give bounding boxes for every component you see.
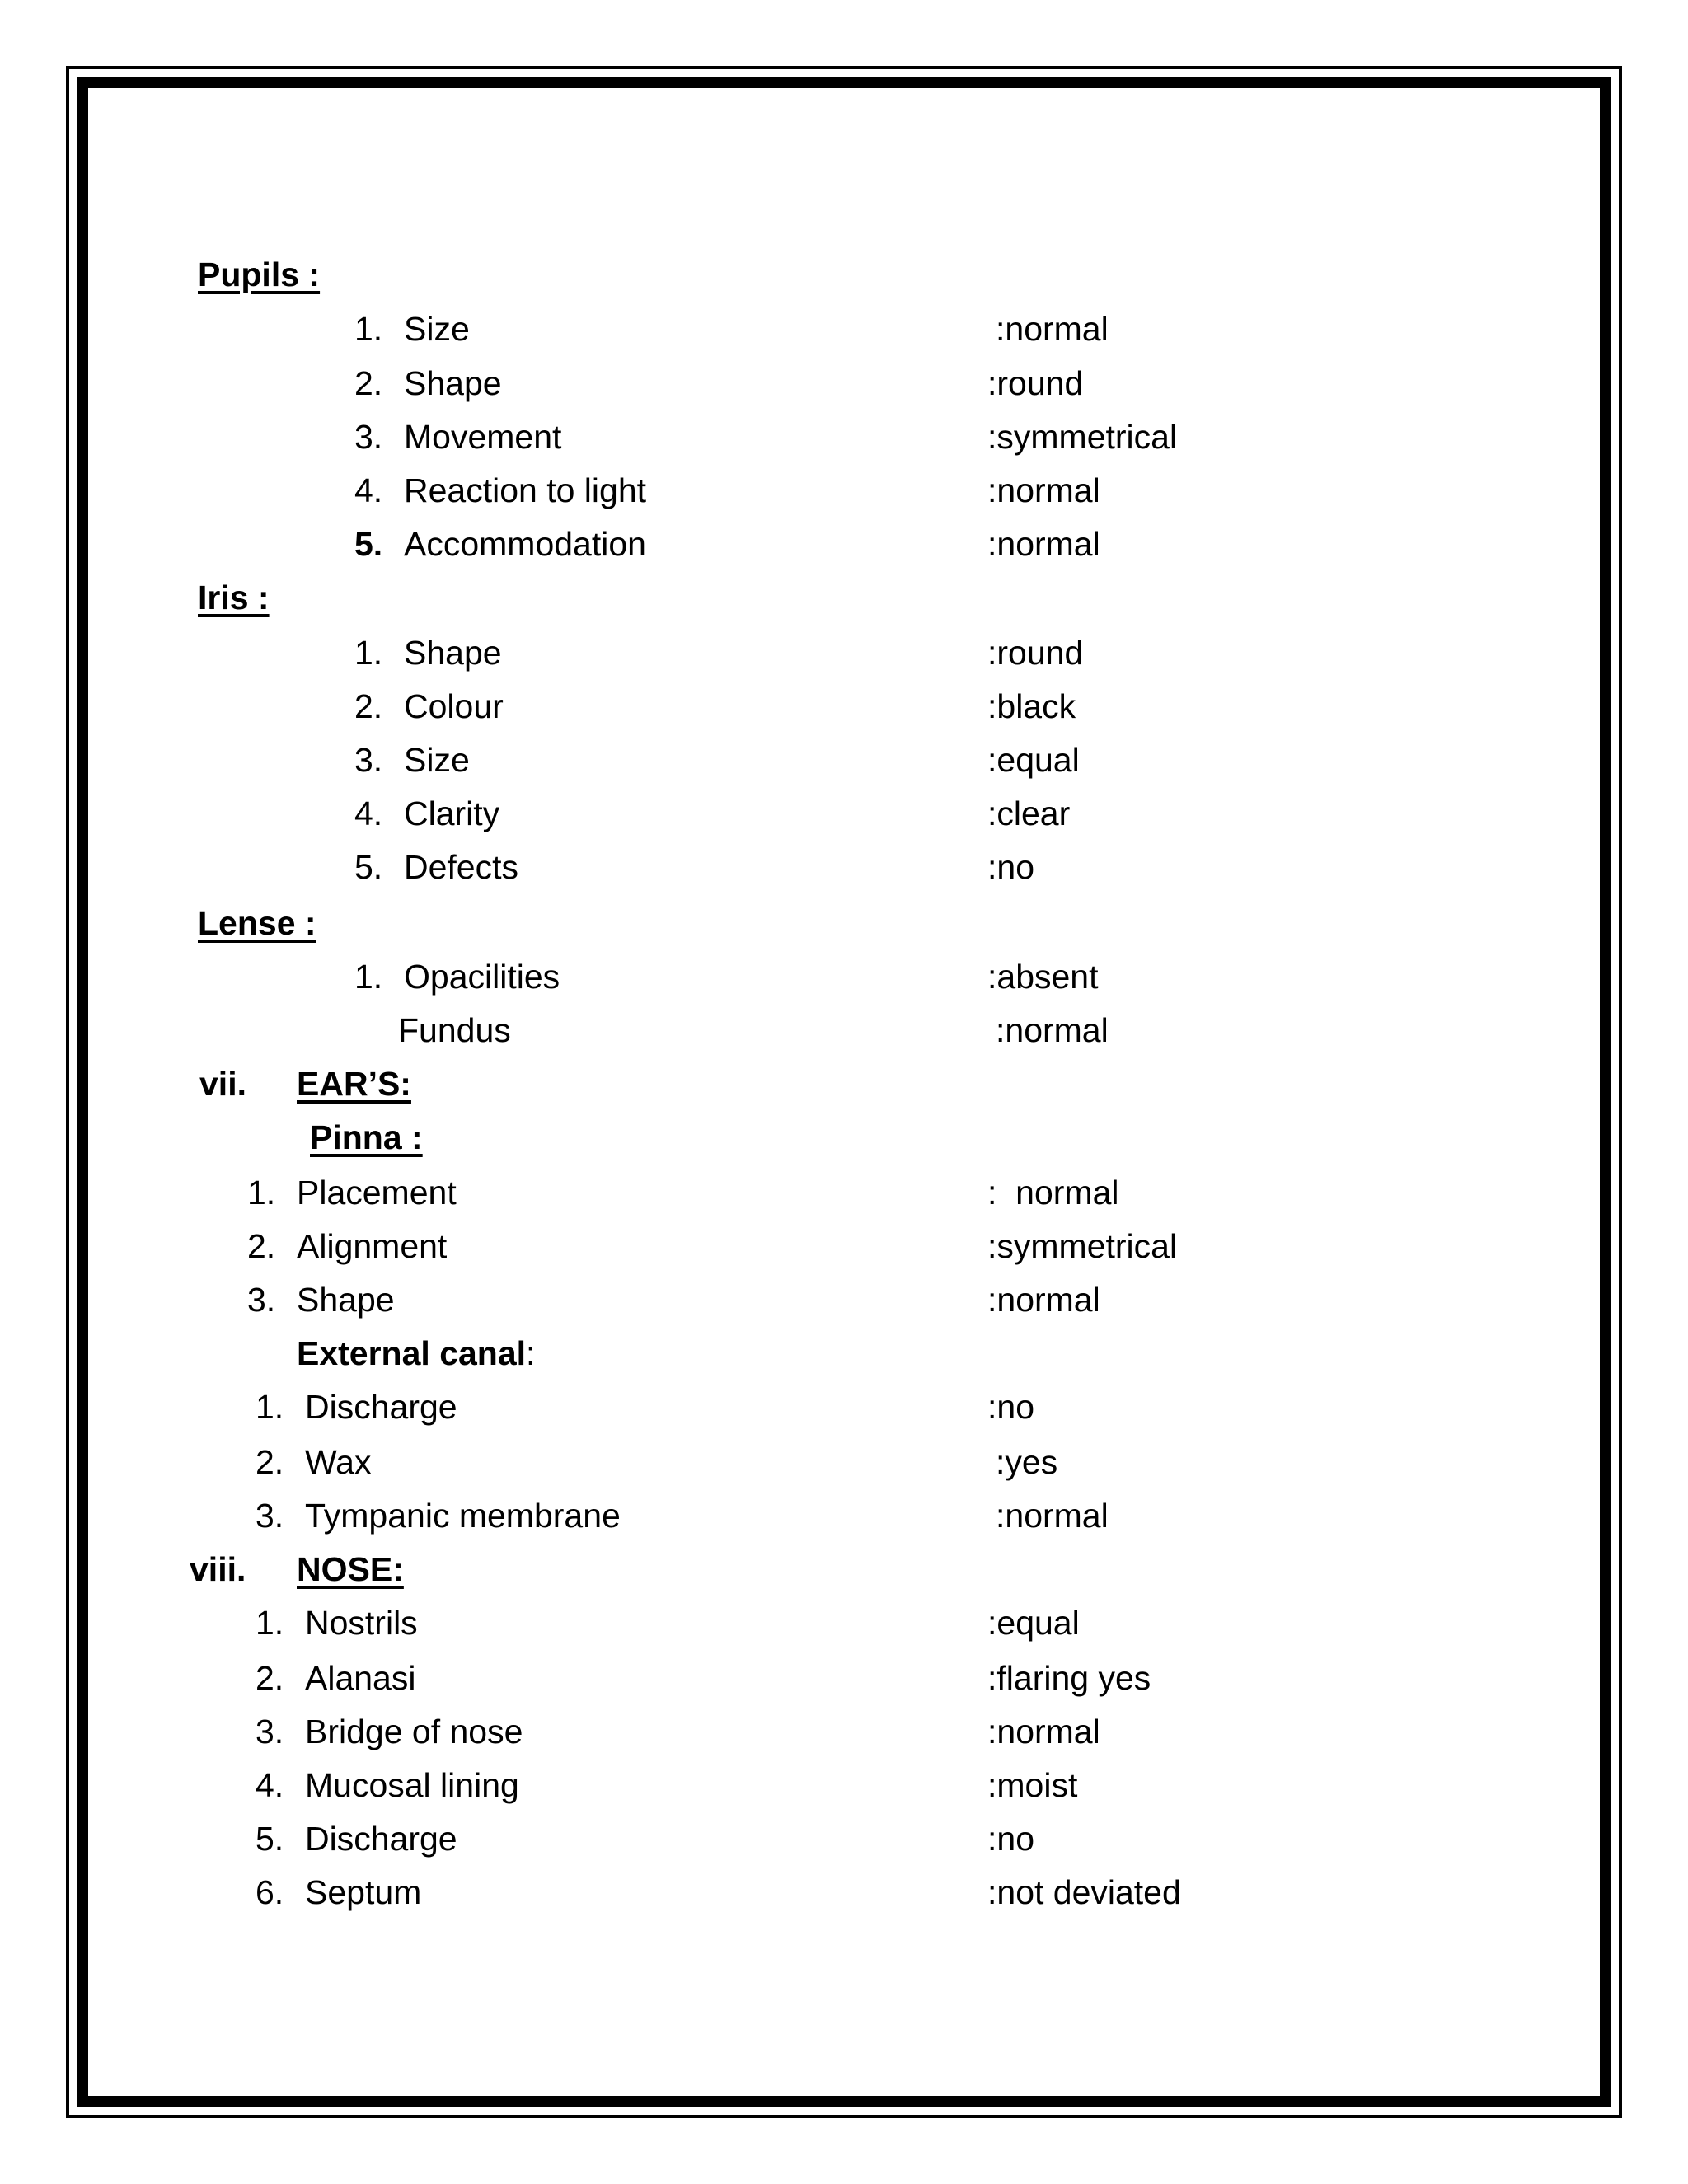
item-number: 5. [256,1820,284,1858]
item-label: Alignment [297,1227,448,1265]
item-value: :black [987,687,1076,725]
item-value: :normal [996,310,1109,348]
external-canal-heading [297,1333,535,1374]
item-value: :flaring yes [987,1659,1151,1697]
external-canal-title: External canal [297,1334,527,1372]
item-number: 3. [256,1497,284,1535]
iris-heading: Iris : [198,579,270,616]
item-number: 2. [256,1443,284,1481]
fundus-label: Fundus [398,1011,511,1049]
item-number: 3. [247,1281,276,1319]
item-label: Placement [297,1174,457,1212]
item-value: :yes [996,1443,1058,1481]
item-value: :equal [987,1604,1080,1642]
item-value: :round [987,634,1084,672]
item-label: Size [404,741,470,779]
item-label: Shape [404,364,502,402]
item-number: 4. [256,1766,284,1804]
item-number: 6. [256,1873,284,1911]
item-value: :symmetrical [987,1227,1178,1265]
item-value: :round [987,364,1084,402]
item-number: 3. [256,1713,284,1750]
item-label: Opacilities [404,958,560,996]
item-label: Size [404,310,470,348]
item-label: Wax [305,1443,372,1481]
item-number: 1. [256,1388,284,1426]
item-number: 2. [247,1227,276,1265]
item-value: :absent [987,958,1099,996]
pupils-heading: Pupils : [198,255,321,293]
item-label: Shape [297,1281,395,1319]
lense-heading: Lense : [198,904,316,942]
item-number: 1. [354,958,383,996]
item-number: 5. [354,525,383,563]
item-value: :no [987,1388,1034,1426]
item-label: Mucosal lining [305,1766,519,1804]
item-value: :clear [987,794,1071,832]
item-label: Bridge of nose [305,1713,523,1750]
item-number: 1. [354,310,383,348]
item-value: :no [987,848,1034,886]
item-label: Tympanic membrane [305,1497,621,1535]
ears-numeral: vii. [199,1065,246,1103]
item-label: Movement [404,418,562,456]
item-number: 3. [354,418,383,456]
nose-numeral: viii. [190,1550,246,1588]
item-value: :symmetrical [987,418,1178,456]
item-value: :normal [987,525,1100,563]
pinna-heading: Pinna : [310,1118,423,1156]
item-number: 2. [256,1659,284,1697]
item-label: Colour [404,687,504,725]
item-label: Septum [305,1873,422,1911]
item-label: Discharge [305,1820,457,1858]
fundus-value: :normal [996,1011,1109,1049]
nose-heading: NOSE: [297,1550,404,1588]
item-value: : normal [987,1174,1119,1212]
item-label: Shape [404,634,502,672]
item-number: 1. [354,634,383,672]
item-value: :normal [987,471,1100,509]
item-value: :no [987,1820,1034,1858]
item-label: Defects [404,848,518,886]
ears-heading: EAR’S: [297,1065,411,1103]
item-label: Reaction to light [404,471,647,509]
external-canal-colon: : [526,1334,536,1372]
item-value: :normal [987,1281,1100,1319]
item-label: Clarity [404,794,500,832]
item-label: Accommodation [404,525,646,563]
item-number: 4. [354,471,383,509]
item-value: :normal [987,1713,1100,1750]
item-label: Alanasi [305,1659,416,1697]
item-label: Nostrils [305,1604,418,1642]
item-number: 1. [256,1604,284,1642]
item-number: 2. [354,364,383,402]
item-number: 1. [247,1174,276,1212]
item-value: :moist [987,1766,1078,1804]
item-value: :equal [987,741,1080,779]
item-number: 5. [354,848,383,886]
item-number: 4. [354,794,383,832]
item-label: Discharge [305,1388,457,1426]
item-number: 2. [354,687,383,725]
item-number: 3. [354,741,383,779]
item-value: :normal [996,1497,1109,1535]
item-value: :not deviated [987,1873,1181,1911]
